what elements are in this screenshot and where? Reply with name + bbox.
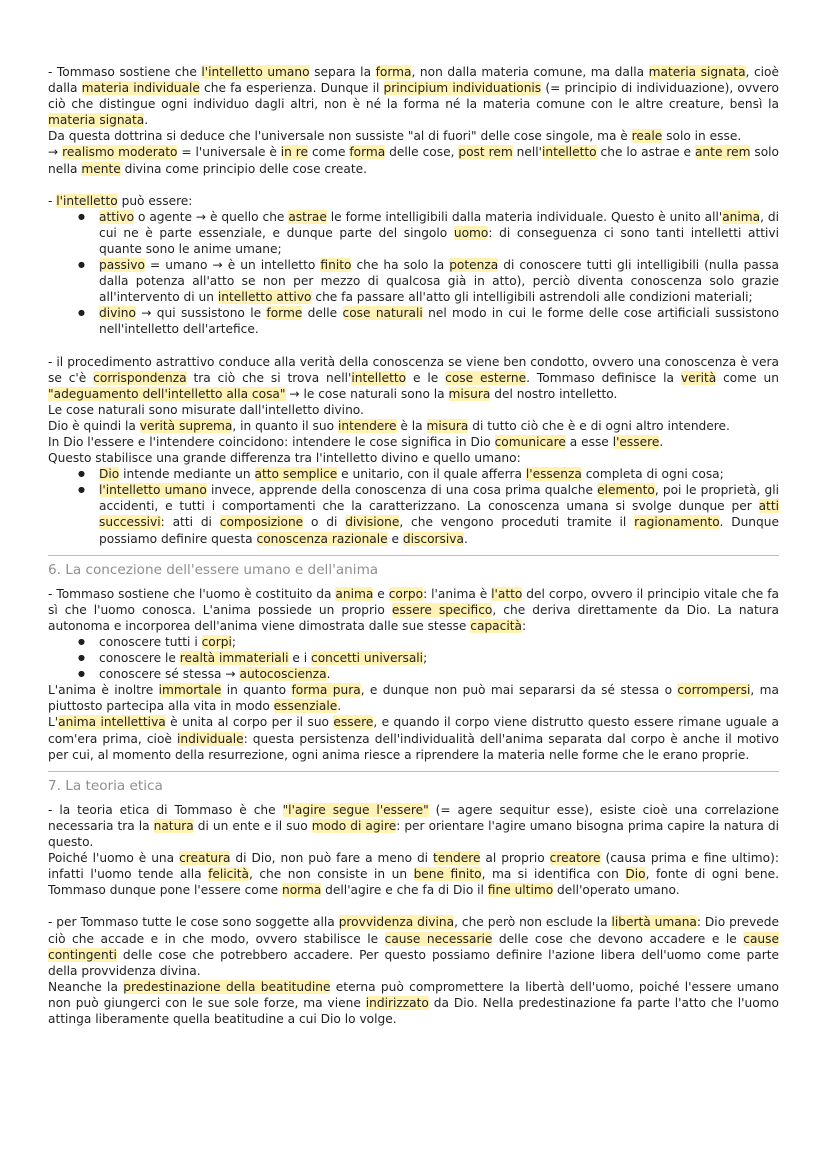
- highlighted-term: capacità: [470, 618, 522, 633]
- highlighted-term: bene finito: [413, 867, 482, 882]
- text-run: eterna può compromettere la libertà dell'uomo, poiché l'essere umano non può giungerci con le sue sole forze, ma viene: [48, 979, 779, 1010]
- highlighted-term: atti successivi: [99, 499, 779, 530]
- highlighted-term: realismo moderato: [62, 145, 178, 160]
- text-run: (= agere sequitur esse), esiste cioè una correlazione necessaria tra la: [48, 802, 779, 833]
- highlighted-term: essere specifico: [391, 602, 493, 617]
- highlighted-term: composizione: [219, 515, 304, 530]
- highlighted-term: anima intellettiva: [58, 715, 166, 730]
- highlighted-term: corrispondenza: [93, 370, 187, 385]
- bullet-item: [99, 634, 779, 650]
- text-run: : per orientare l'agire umano bisogna prima capire la natura di questo.: [48, 818, 780, 850]
- highlighted-term: principium individuationis: [383, 81, 542, 96]
- highlighted-term: verità suprema: [139, 418, 233, 433]
- text-run: delle cose che potrebbero accadere. Per questo possiamo definire l'azione libera dell'uomo come parte della provvidenza divina.: [48, 947, 779, 978]
- highlighted-term: post rem: [458, 145, 513, 160]
- text-run: che fa esperienza. Dunque il: [199, 81, 384, 96]
- highlighted-term: norma: [281, 883, 322, 898]
- text-run: è la: [396, 418, 427, 433]
- text-run: - la teoria etica di Tommaso è che: [48, 802, 283, 817]
- text-run: : l'anima è: [423, 586, 492, 601]
- text-run: , e dunque non può mai separarsi da sé stessa o: [360, 683, 678, 698]
- highlighted-term: mente: [81, 161, 121, 176]
- text-run: di Dio, non può fare a meno di: [230, 851, 433, 866]
- text-run: del nostro intelletto.: [490, 386, 618, 401]
- text-run: delle cose,: [385, 145, 459, 160]
- text-run: - il procedimento astrattivo conduce alla verità della conoscenza se viene ben condotto, ovvero una conoscenza è vera se c'è: [48, 354, 779, 385]
- text-run: = l'universale è: [177, 145, 281, 160]
- text-run: - per Tommaso tutte le cose sono soggette alla: [48, 915, 339, 930]
- text-run: : di conseguenza ci sono tanti intelletti attivi quante sono le anime umane;: [99, 225, 779, 256]
- highlighted-term: passivo: [99, 258, 145, 273]
- highlighted-term: Dio: [99, 467, 120, 482]
- text-run: , ma piuttosto partecipa alla vita in modo: [48, 683, 780, 714]
- text-run: .: [144, 113, 149, 128]
- text-run: : Dio prevede ciò che accade e in che modo, ovvero stabilisce le: [48, 915, 779, 946]
- highlighted-term: provvidenza divina: [338, 915, 455, 930]
- text-run: intende mediante un: [119, 467, 255, 482]
- text-run: = umano → è un intelletto: [144, 258, 321, 273]
- text-run: le forme intelligibili dalla materia individuale. Questo è unito all': [326, 209, 723, 224]
- text-run: del corpo, ovvero il principio vitale che fa sì che l'uomo conosca. L'anima possiede un proprio: [48, 586, 779, 617]
- text-run: ;: [231, 635, 236, 649]
- highlighted-term: cause necessarie: [384, 931, 493, 946]
- bullet-item: [99, 666, 779, 682]
- highlighted-term: concetti universali: [311, 651, 424, 666]
- text-run: (= principio di individuazione), ovvero ciò che distingue ogni individuo dagli altri, non è né la forma né la materia comune con le altre creature, bensì la: [48, 81, 779, 112]
- text-run: :: [522, 618, 527, 633]
- text-run: o agente → è quello che: [134, 209, 289, 224]
- bullet-item: [99, 305, 779, 337]
- text-run: , che vengono proceduti tramite il: [399, 515, 635, 530]
- text-run: . Tommaso definisce la: [526, 370, 681, 385]
- text-run: .: [463, 531, 468, 546]
- highlighted-term: creatore: [549, 851, 601, 866]
- text-run: o di: [303, 515, 346, 530]
- highlighted-term: libertà umana: [611, 915, 697, 930]
- highlighted-term: autocoscienza: [239, 667, 327, 682]
- paragraph: [48, 402, 779, 418]
- highlighted-term: cause contingenti: [48, 931, 779, 962]
- highlighted-term: essere: [333, 715, 374, 730]
- highlighted-term: misura: [448, 386, 491, 401]
- text-run: a esse: [565, 434, 613, 449]
- paragraph: [48, 418, 779, 434]
- text-run: Poiché l'uomo è una: [48, 851, 180, 866]
- highlighted-term: potenza: [449, 258, 499, 273]
- highlighted-term: forma: [375, 65, 412, 79]
- text-run: : questa persistenza dell'individualità dell'anima separata dal corpo è anche il motivo per cui, al momento della resurrezione, ogni anima riesce a riprendere la materia nelle forme che le erano proprie.: [48, 731, 779, 762]
- highlighted-term: fine ultimo: [487, 883, 554, 898]
- highlighted-term: materia individuale: [81, 81, 200, 96]
- text-run: e: [373, 586, 389, 601]
- paragraph: [48, 144, 779, 176]
- highlighted-term: uomo: [453, 225, 489, 240]
- highlighted-term: tendere: [433, 851, 481, 866]
- highlighted-term: anima: [722, 209, 761, 224]
- bullet-item: [99, 650, 779, 666]
- highlighted-term: cose naturali: [342, 306, 423, 321]
- highlighted-term: corpi: [201, 635, 232, 649]
- highlighted-term: l'intelletto umano: [201, 65, 310, 79]
- text-run: , ma si identifica con: [481, 867, 626, 882]
- text-run: e: [387, 531, 403, 546]
- text-run: completa di ogni cosa;: [581, 467, 724, 482]
- highlighted-term: materia signata: [648, 65, 746, 79]
- text-run: conoscere tutti i: [99, 635, 202, 649]
- text-run: ;: [423, 651, 428, 666]
- text-run: , cioè dalla: [48, 65, 780, 96]
- text-run: - Tommaso sostiene che: [48, 65, 202, 79]
- highlighted-term: indirizzato: [365, 995, 429, 1010]
- highlighted-term: essenziale: [273, 699, 338, 714]
- text-run: -: [48, 193, 57, 208]
- highlighted-term: natura: [153, 818, 194, 833]
- text-run: come un: [716, 370, 779, 385]
- highlighted-term: l'essere: [612, 434, 660, 449]
- highlighted-term: materia signata: [48, 113, 145, 128]
- text-run: → le cose naturali sono la: [285, 386, 449, 401]
- highlighted-term: forme: [266, 306, 303, 321]
- highlighted-term: atto semplice: [254, 467, 338, 482]
- paragraph: [48, 434, 779, 450]
- text-run: → qui sussistono le: [135, 306, 267, 321]
- text-run: - Tommaso sostiene che l'uomo è costituito da: [48, 586, 336, 601]
- highlighted-term: intelletto: [351, 370, 407, 385]
- text-run: di un ente e il suo: [193, 818, 312, 833]
- highlighted-term: l'essenza: [525, 467, 582, 482]
- highlighted-term: misura: [426, 418, 469, 433]
- text-run: dell'operato umano.: [553, 883, 680, 898]
- highlighted-term: discorsiva: [402, 531, 464, 546]
- paragraph: [48, 354, 779, 402]
- paragraph: [48, 193, 779, 209]
- paragraph: [48, 682, 779, 714]
- paragraph: [48, 128, 779, 144]
- text-run: conoscere sé stessa →: [99, 667, 240, 682]
- section-heading: 7. La teoria etica: [48, 777, 163, 794]
- highlighted-term: "adeguamento dell'intelletto alla cosa": [48, 386, 286, 401]
- text-run: , fonte di ogni bene. Tommaso dunque pone l'essere come: [48, 867, 779, 898]
- document-page: [48, 64, 779, 1027]
- highlighted-term: cose esterne: [445, 370, 527, 385]
- text-run: nel modo in cui le forme delle cose artificiali sussistono nell'intelletto dell'artefice.: [99, 306, 779, 337]
- text-run: di tutto ciò che è e di ogni altro intendere.: [468, 418, 730, 433]
- paragraph: [48, 64, 779, 128]
- text-run: Da questa dottrina si deduce che l'universale non sussiste "al di fuori" delle cose singole, ma è: [48, 129, 632, 144]
- highlighted-term: realtà immateriali: [179, 651, 289, 666]
- text-run: , in quanto il suo: [232, 418, 338, 433]
- text-run: , che deriva direttamente da Dio. La natura autonoma e incorporea dell'anima viene dimostrata dalle sue stesse: [48, 602, 779, 633]
- paragraph: [48, 979, 779, 1027]
- text-run: e le: [406, 370, 446, 385]
- highlighted-term: divisione: [345, 515, 400, 530]
- text-run: .: [326, 667, 331, 682]
- highlighted-term: modo di agire: [311, 818, 397, 833]
- text-run: : atti di: [160, 515, 220, 530]
- bullet-item: [99, 482, 779, 546]
- paragraph: [48, 714, 779, 762]
- highlighted-term: l'intelletto umano: [99, 483, 207, 498]
- highlighted-term: divino: [99, 306, 136, 321]
- text-run: e unitario, con il quale afferra: [337, 467, 526, 482]
- bullet-list: [48, 634, 779, 682]
- text-run: e i: [288, 651, 312, 666]
- section-heading: 6. La concezione dell'essere umano e dell'anima: [48, 561, 379, 578]
- bullet-item: [99, 209, 779, 257]
- text-run: può essere:: [117, 193, 193, 208]
- bullet-list: [48, 209, 779, 338]
- text-run: delle: [302, 306, 343, 321]
- highlighted-term: intelletto: [541, 145, 597, 160]
- highlighted-term: l'intelletto: [56, 193, 118, 208]
- paragraph: [48, 802, 779, 850]
- highlighted-term: verità: [680, 370, 717, 385]
- highlighted-term: in re: [280, 145, 309, 160]
- highlighted-term: l'atto: [491, 586, 523, 601]
- text-run: .: [659, 434, 664, 449]
- text-run: Le cose naturali sono misurate dall'intelletto divino.: [48, 402, 364, 417]
- text-run: , di cui ne è parte essenziale, e dunque parte del singolo: [99, 209, 779, 240]
- text-run: In Dio l'essere e l'intendere coincidono: intendere le cose significa in Dio: [48, 434, 495, 449]
- text-run: divina come principio delle cose create.: [120, 161, 367, 176]
- highlighted-term: reale: [631, 129, 663, 144]
- text-run: invece, apprende della conoscenza di una cosa prima qualche: [206, 483, 598, 498]
- bullet-list: [48, 466, 779, 546]
- text-run: . Dunque possiamo definire questa: [99, 515, 779, 546]
- text-run: , che però non esclude la: [454, 915, 612, 930]
- text-run: in quanto: [221, 683, 292, 698]
- text-run: .: [337, 699, 342, 714]
- highlighted-term: finito: [320, 258, 352, 273]
- text-run: separa la: [309, 65, 376, 79]
- bullet-item: [99, 466, 779, 482]
- section-divider: [48, 555, 779, 556]
- paragraph: [48, 586, 779, 634]
- highlighted-term: Dio: [625, 867, 646, 882]
- text-run: Neanche la: [48, 979, 124, 994]
- text-run: che lo astrae e: [596, 145, 695, 160]
- text-run: che fa passare all'atto gli intelligibili astrendoli alle condizioni materiali;: [311, 290, 753, 305]
- section-divider: [48, 771, 779, 772]
- text-run: Questo stabilisce una grande differenza tra l'intelletto divino e quello umano:: [48, 451, 521, 466]
- highlighted-term: intelletto attivo: [217, 290, 312, 305]
- highlighted-term: individuale: [176, 731, 244, 746]
- text-run: conoscere le: [99, 651, 180, 666]
- highlighted-term: corpo: [388, 586, 424, 601]
- paragraph: [48, 850, 779, 898]
- text-run: , poi le proprietà, gli accidenti, e tutti i comportamenti che la caratterizzano. La conoscenza umana si svolge dunque per: [99, 483, 779, 514]
- highlighted-term: felicità: [208, 867, 249, 882]
- text-run: solo nella: [48, 145, 780, 176]
- highlighted-term: comunicare: [494, 434, 566, 449]
- text-run: che ha solo la: [351, 258, 450, 273]
- text-run: nell': [512, 145, 542, 160]
- paragraph: [48, 914, 779, 978]
- text-run: solo in esse.: [662, 129, 742, 144]
- highlighted-term: ante rem: [694, 145, 751, 160]
- highlighted-term: corrompersi: [677, 683, 751, 698]
- paragraph: [48, 450, 779, 466]
- text-run: delle cose che devono accadere e le: [492, 931, 744, 946]
- highlighted-term: astrae: [288, 209, 327, 224]
- text-run: è unita al corpo per il suo: [165, 715, 334, 730]
- highlighted-term: conoscenza razionale: [256, 531, 388, 546]
- text-run: dell'agire e che fa di Dio il: [321, 883, 488, 898]
- text-run: di conoscere tutti gli intelligibili (nulla passa dalla potenza all'atto se non per mezzo di qualcosa già in atto), perciò diventa conoscenza solo grazie all'intervento di un: [99, 258, 779, 305]
- highlighted-term: intendere: [337, 418, 397, 433]
- text-run: al proprio: [480, 851, 550, 866]
- highlighted-term: predestinazione della beatitudine: [123, 979, 331, 994]
- text-run: Dio è quindi la: [48, 418, 140, 433]
- highlighted-term: forma: [349, 145, 386, 160]
- paragraph-spacer: [48, 898, 779, 914]
- text-run: →: [48, 145, 63, 160]
- paragraph-spacer: [48, 177, 779, 193]
- highlighted-term: elemento: [597, 483, 655, 498]
- highlighted-term: attivo: [99, 209, 135, 224]
- highlighted-term: anima: [335, 586, 374, 601]
- bullet-item: [99, 257, 779, 305]
- text-run: , non dalla materia comune, ma dalla: [411, 65, 649, 79]
- text-run: L': [48, 715, 59, 730]
- text-run: tra ciò che si trova nell': [186, 370, 352, 385]
- text-run: , e quando il corpo viene distrutto questo essere rimane uguale a com'era prima, cioè: [48, 715, 780, 746]
- highlighted-term: immortale: [158, 683, 222, 698]
- highlighted-term: forma pura: [291, 683, 361, 698]
- paragraph-spacer: [48, 338, 779, 354]
- text-run: (causa prima e fine ultimo): infatti l'uomo tende alla: [48, 851, 779, 882]
- highlighted-term: creatura: [179, 851, 231, 866]
- text-run: come: [308, 145, 350, 160]
- text-run: L'anima è inoltre: [48, 683, 159, 698]
- highlighted-term: ragionamento: [634, 515, 720, 530]
- text-run: , che non consiste in un: [248, 867, 414, 882]
- highlighted-term: "l'agire segue l'essere": [282, 802, 429, 817]
- text-run: da Dio. Nella predestinazione fa parte l'atto che l'uomo attinga liberamente quella beatitudine a cui Dio lo volge.: [48, 995, 779, 1026]
